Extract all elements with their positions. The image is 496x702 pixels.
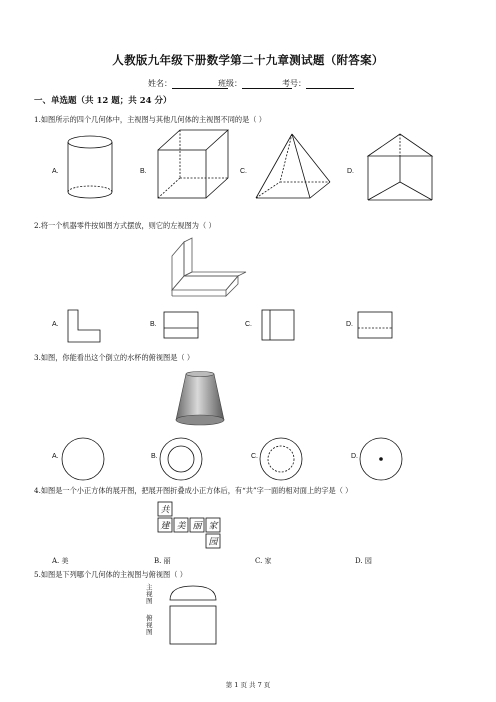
net-char-3: 美 [176, 521, 186, 532]
question-2-stem: 2.将一个机器零件按如图方式摆放，则它的左视图为（ ） [34, 221, 216, 230]
q1-option-a[interactable]: A. [52, 168, 59, 175]
net-char-1: 共 [160, 505, 170, 516]
q3-option-a-figure [60, 436, 106, 482]
class-field [218, 78, 292, 89]
class-label: 班级： [218, 79, 242, 88]
name-field [148, 78, 228, 89]
question-5-stem: 5.如图是下列哪个几何体的主视图与俯视图（ ） [34, 570, 187, 579]
q3-option-c-figure [258, 436, 304, 482]
q1-option-b[interactable]: B. [140, 168, 147, 175]
machine-part-figure [162, 236, 252, 298]
q3-option-d-figure [358, 436, 404, 482]
top-view-label: 俯视图 [146, 614, 153, 636]
q2-option-a[interactable]: A. [52, 321, 59, 328]
q2-option-a-figure [64, 306, 104, 346]
q2-option-b-figure [162, 310, 202, 342]
front-view-label: 主视图 [146, 583, 153, 605]
q2-option-b[interactable]: B. [150, 321, 157, 328]
q1-option-c[interactable]: C. [240, 168, 247, 175]
question-3-stem: 3.如图，你能看出这个倒立的水杯的俯视图是（ ） [34, 353, 195, 362]
q4-option-c[interactable]: C. 家 [255, 557, 272, 565]
question-1-stem: 1.如图所示的四个几何体中，主视图与其他几何体的主视图不同的是（ ） [34, 115, 266, 124]
q2-option-d-figure [356, 310, 396, 342]
q1-option-d[interactable]: D. [347, 168, 354, 175]
exam-number-blank [306, 79, 354, 89]
q4-option-b[interactable]: B. 丽 [154, 557, 171, 565]
q2-option-c[interactable]: C. [245, 321, 252, 328]
exam-number-label: 考号： [282, 79, 306, 88]
q3-option-d[interactable]: D. [351, 453, 358, 460]
net-char-6: 园 [208, 537, 218, 548]
q2-option-c-figure [260, 308, 300, 342]
q5-views-figure [168, 584, 220, 646]
section-heading: 一、单选题（共 12 题；共 24 分） [34, 96, 172, 106]
q3-option-c[interactable]: C. [251, 453, 258, 460]
q2-option-d[interactable]: D. [346, 321, 353, 328]
triangular-prism-figure [362, 130, 438, 204]
page-footer: 第 1 页 共 7 页 [225, 681, 271, 689]
name-label: 姓名： [148, 79, 172, 88]
pyramid-figure [252, 132, 334, 202]
question-4-stem: 4.如图是一个小正方体的展开图，把展开图折叠成小正方体后，有“共”字一面的相对面上的字是（ ） [34, 486, 353, 495]
cube-net-figure [156, 500, 228, 550]
inverted-cup-figure [170, 370, 230, 430]
net-char-4: 丽 [192, 521, 202, 532]
q3-option-a[interactable]: A. [52, 453, 59, 460]
page-title: 人教版九年级下册数学第二十九章测试题（附答案） [112, 53, 384, 67]
exam-number-field [282, 78, 354, 89]
cylinder-figure [60, 132, 120, 202]
net-char-5: 家 [208, 521, 218, 532]
q4-option-a[interactable]: A. 美 [52, 557, 69, 565]
q3-option-b[interactable]: B. [151, 453, 158, 460]
net-char-2: 建 [160, 521, 170, 532]
cube-figure [150, 128, 240, 200]
q4-option-d[interactable]: D. 园 [355, 557, 372, 565]
q3-option-b-figure [158, 436, 204, 482]
